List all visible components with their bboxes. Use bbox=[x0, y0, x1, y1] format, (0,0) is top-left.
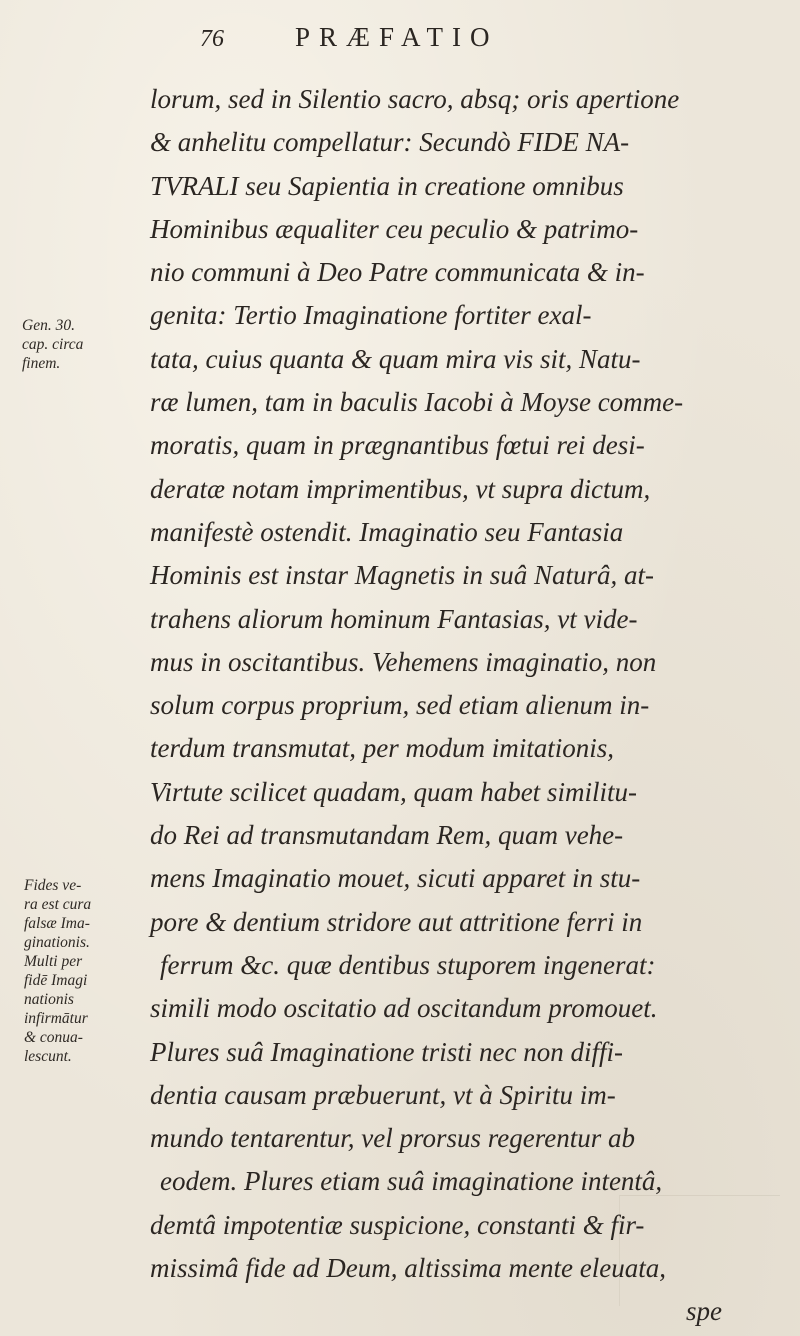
text-line: do Rei ad transmutandam Rem, quam vehe- bbox=[150, 820, 624, 851]
text-line: tata, cuius quanta & quam mira vis sit, Natu- bbox=[150, 343, 641, 374]
text-line: eodem. Plures etiam suâ imaginatione intentâ, bbox=[160, 1166, 663, 1197]
page-header bbox=[200, 22, 620, 53]
text-line: Plures suâ Imaginatione tristi nec non diffi- bbox=[150, 1036, 623, 1067]
text-line: moratis, quam in prægnantibus fœtui rei desi- bbox=[150, 430, 645, 461]
text-line: Virtute scilicet quadam, quam habet similitu- bbox=[150, 776, 637, 807]
text-line: dentia causam præbuerunt, vt à Spiritu im- bbox=[150, 1079, 616, 1110]
margin-note-line: finem. bbox=[22, 355, 61, 372]
page-crease bbox=[619, 1195, 780, 1306]
text-line: ræ lumen, tam in baculis Iacobi à Moyse comme- bbox=[150, 387, 684, 418]
margin-note-line: cap. circa bbox=[22, 336, 84, 353]
text-line: simili modo oscitatio ad oscitandum promouet. bbox=[150, 993, 658, 1024]
running-title: PRÆFATIO bbox=[295, 22, 499, 52]
catchword: spe bbox=[686, 1296, 722, 1327]
margin-note-line: Fides ve- bbox=[24, 877, 82, 894]
margin-note-line: infirmātur bbox=[24, 1010, 88, 1027]
margin-note-line: fidē Imagi bbox=[24, 972, 88, 989]
text-line: mens Imaginatio mouet, sicuti apparet in stu- bbox=[150, 863, 641, 894]
margin-note-line: ginationis. bbox=[24, 934, 90, 951]
margin-note-line: lescunt. bbox=[24, 1048, 72, 1065]
text-line: lorum, sed in Silentio sacro, absq; oris apertione bbox=[150, 84, 680, 114]
text-line: trahens aliorum hominum Fantasias, vt vide- bbox=[150, 603, 638, 634]
text-line: terdum transmutat, per modum imitationis, bbox=[150, 733, 615, 764]
text-line: nio communi à Deo Patre communicata & in- bbox=[150, 257, 645, 288]
text-line: mus in oscitantibus. Vehemens imaginatio, non bbox=[150, 646, 657, 677]
margin-note-line: & conua- bbox=[24, 1029, 83, 1046]
margin-note-line: Multi per bbox=[24, 953, 83, 970]
margin-note-fides bbox=[24, 876, 91, 1066]
text-line: demtâ impotentiæ suspicione, constanti & fir- bbox=[150, 1209, 645, 1240]
margin-note-line: ra est cura bbox=[24, 896, 92, 913]
text-line: Hominibus æqualiter ceu peculio & patrimo- bbox=[150, 213, 639, 244]
margin-note-line: Gen. 30. bbox=[22, 317, 75, 334]
text-line: missimâ fide ad Deum, altissima mente eleuata, bbox=[150, 1253, 666, 1284]
text-line: manifestè ostendit. Imaginatio seu Fantasia bbox=[150, 516, 624, 547]
margin-note-line: falsæ Ima- bbox=[24, 915, 90, 932]
text-line: Hominis est instar Magnetis in suâ Naturâ, at- bbox=[150, 560, 655, 591]
text-line: pore & dentium stridore aut attritione ferri in bbox=[150, 906, 643, 937]
margin-note-reference bbox=[22, 316, 83, 373]
text-line: mundo tentarentur, vel prorsus regerentur ab bbox=[150, 1123, 635, 1154]
margin-note-line: nationis bbox=[24, 991, 74, 1008]
text-line: TVRALI seu Sapientia in creatione omnibus bbox=[150, 170, 624, 201]
text-line: & anhelitu compellatur: Secundò FIDE NA- bbox=[150, 127, 630, 158]
text-line: solum corpus proprium, sed etiam alienum in- bbox=[150, 690, 650, 721]
text-line: genita: Tertio Imaginatione fortiter exal- bbox=[150, 300, 592, 331]
main-text-block bbox=[150, 78, 780, 1334]
text-line: ferrum &c. quæ dentibus stuporem ingenerat: bbox=[160, 949, 656, 980]
page-number: 76 bbox=[200, 26, 224, 52]
text-line: deratæ notam imprimentibus, vt supra dictum, bbox=[150, 473, 651, 504]
